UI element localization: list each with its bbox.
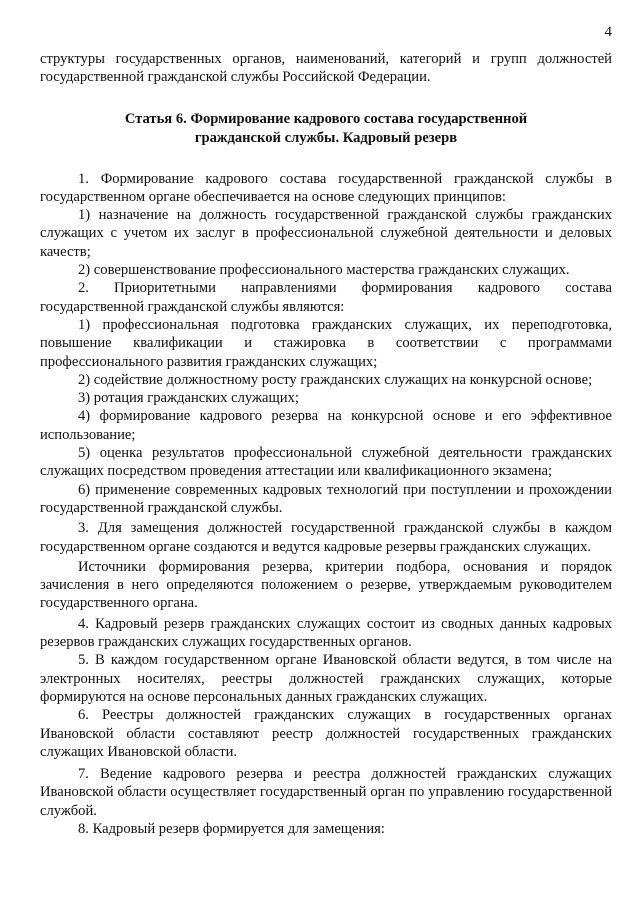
paragraph-1: 1. Формирование кадрового состава государственной гражданской службы в государственном органе обеспечивается на основе следующих принципов: [40,170,612,205]
paragraph-2: 2. Приоритетными направлениями формирования кадрового состава государственной гражданской службы являются: [40,280,612,315]
intro-paragraph: структуры государственных органов, наименований, категорий и групп должностей государственной гражданской службы Российской Федерации. [40,51,612,86]
paragraph-4: 4. Кадровый резерв гражданских служащих состоит из сводных данных кадровых резервов гражданских служащих государственных органов. [40,615,612,651]
paragraph-3: 3. Для замещения должностей государственной гражданской службы в каждом государственном органе создаются и ведутся кадровые резервы гражданских служащих. [40,520,612,555]
paragraph-1-item-2: 2) совершенствование профессионального мастерства гражданских служащих. [78,262,570,279]
paragraph-5: 5. В каждом государственном органе Ивановской области ведутся, в том числе на электронных носителях, реестры должностей гражданских служащих, которые формируются на основе персональных данных гражданских служащих. [40,652,612,705]
paragraph-3-sources: Источники формирования резерва, критерии подбора, основания и порядок зачисления в него определяются положением о резерве, утверждаемым руководителем государственного органа. [40,558,612,612]
paragraph-2-item-5: 5) оценка результатов профессиональной служебной деятельности гражданских служащих посредством проведения аттестации или квалификационного экзамена; [40,445,612,480]
paragraph-2-item-1: 1) профессиональная подготовка гражданских служащих, их переподготовка, повышение квалификации и стажировка в соответствии с программами профессионального развития гражданских служащих; [40,316,612,370]
paragraph-2-item-3: 3) ротация гражданских служащих; [78,390,299,407]
paragraph-2-item-4: 4) формирование кадрового резерва на конкурсной основе и его эффективное использование; [40,408,612,443]
paragraph-2-item-6: 6) применение современных кадровых технологий при поступлении и прохождении государственной гражданской службы. [40,481,612,516]
paragraph-6: 6. Реестры должностей гражданских служащих в государственных органах Ивановской области составляют реестр должностей государственных гражданских служащих Ивановской области. [40,707,612,760]
page-number: 4 [604,24,612,40]
paragraph-2-item-2: 2) содействие должностному росту гражданских служащих на конкурсной основе; [78,371,593,388]
paragraph-8: 8. Кадровый резерв формируется для замещения: [78,820,385,837]
article-heading-line-2: гражданской службы. Кадровый резерв [194,129,458,146]
article-heading-line-1: Статья 6. Формирование кадрового состава государственной [124,110,528,127]
paragraph-1-item-1: 1) назначение на должность государственной гражданской службы гражданских служащих с учетом их заслуг в профессиональной служебной деятельности и деловых качеств; [40,207,612,260]
paragraph-7: 7. Ведение кадрового резерва и реестра должностей гражданских служащих Ивановской области осуществляет государственный орган по управлению государственной службой. [40,766,612,819]
article-heading [40,110,612,148]
document-body [40,50,612,838]
